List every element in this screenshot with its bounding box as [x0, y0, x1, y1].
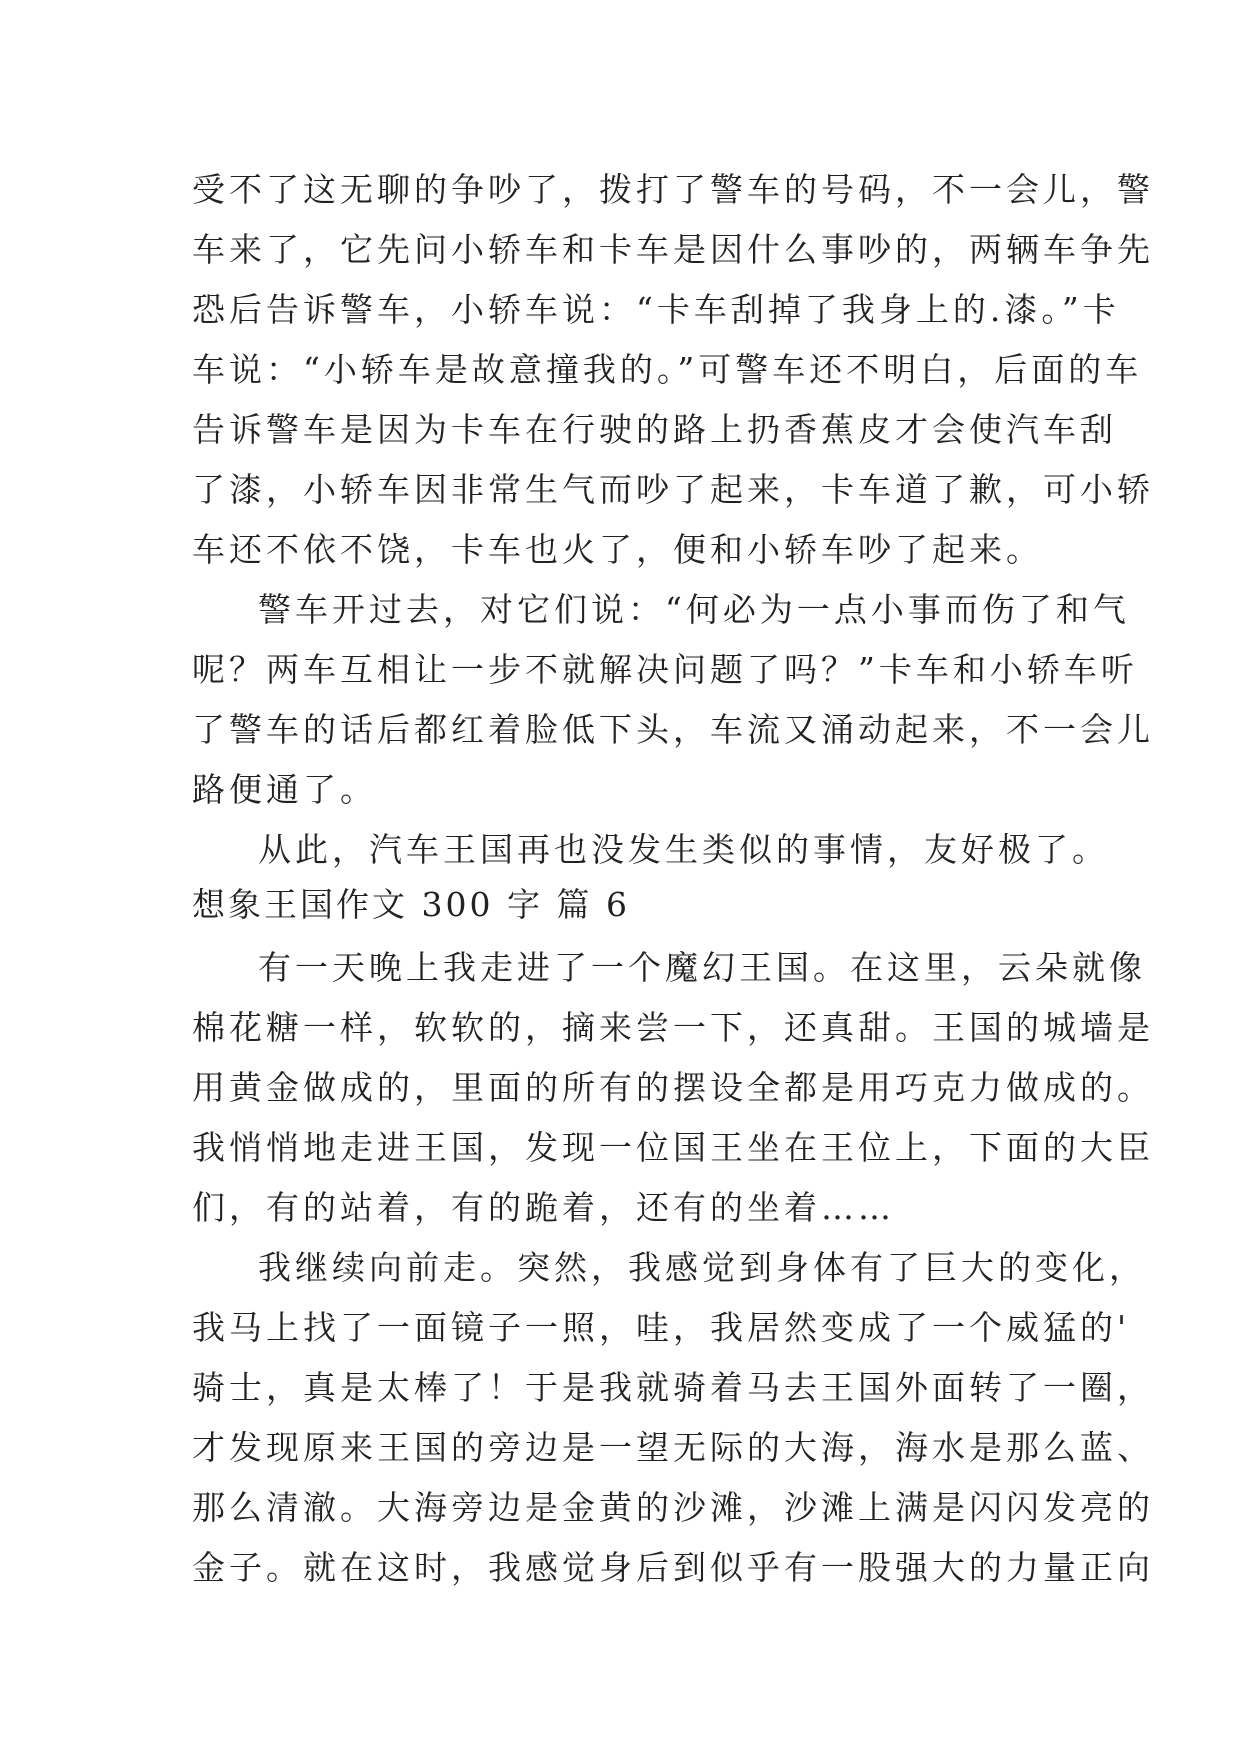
text-line: 才发现原来王国的旁边是一望无际的大海，海水是那么蓝、 [192, 1428, 1154, 1467]
paragraph-start-line: 从此，汽车王国再也没发生类似的事情，友好极了。 [258, 830, 1109, 869]
text-line: 金子。就在这时，我感觉身后到似乎有一股强大的力量正向 [192, 1548, 1154, 1587]
text-line: 用黄金做成的，里面的所有的摆设全都是用巧克力做成的。 [192, 1068, 1154, 1107]
text-line: 了漆，小轿车因非常生气而吵了起来，卡车道了歉，可小轿 [192, 470, 1154, 509]
paragraph-start-line: 警车开过去，对它们说：“何必为一点小事而伤了和气 [258, 590, 1130, 629]
paragraph-start-line: 有一天晚上我走进了一个魔幻王国。在这里，云朵就像 [258, 948, 1146, 987]
paragraph-start-line: 我继续向前走。突然，我感觉到身体有了巨大的变化， [258, 1248, 1146, 1287]
text-line: 告诉警车是因为卡车在行驶的路上扔香蕉皮才会使汽车刮 [192, 410, 1117, 449]
text-line: 们，有的站着，有的跪着，还有的坐着…… [192, 1188, 895, 1227]
text-line: 呢？两车互相让一步不就解决问题了吗？”卡车和小轿车听 [192, 650, 1138, 689]
text-line: 棉花糖一样，软软的，摘来尝一下，还真甜。王国的城墙是 [192, 1008, 1154, 1047]
text-line: 我马上找了一面镜子一照，哇，我居然变成了一个威猛的' [192, 1308, 1131, 1347]
text-line: 那么清澈。大海旁边是金黄的沙滩，沙滩上满是闪闪发亮的 [192, 1488, 1154, 1527]
section-heading: 想象王国作文 300 字 篇 6 [192, 885, 630, 924]
text-line: 了警车的话后都红着脸低下头，车流又涌动起来，不一会儿 [192, 710, 1154, 749]
text-line: 车说：“小轿车是故意撞我的。”可警车还不明白，后面的车 [192, 350, 1143, 389]
text-line: 骑士，真是太棒了！于是我就骑着马去王国外面转了一圈， [192, 1368, 1154, 1407]
text-line: 车还不依不饶，卡车也火了，便和小轿车吵了起来。 [192, 530, 1043, 569]
text-line: 我悄悄地走进王国，发现一位国王坐在王位上，下面的大臣 [192, 1128, 1154, 1167]
essay-text [192, 160, 1154, 1598]
text-line: 路便通了。 [192, 770, 377, 809]
text-line: 车来了，它先问小轿车和卡车是因什么事吵的，两辆车争先 [192, 230, 1154, 269]
text-line: 恐后告诉警车，小轿车说：“卡车刮掉了我身上的.漆。”卡 [192, 290, 1120, 329]
text-line: 受不了这无聊的争吵了，拨打了警车的号码，不一会儿，警 [192, 170, 1154, 209]
